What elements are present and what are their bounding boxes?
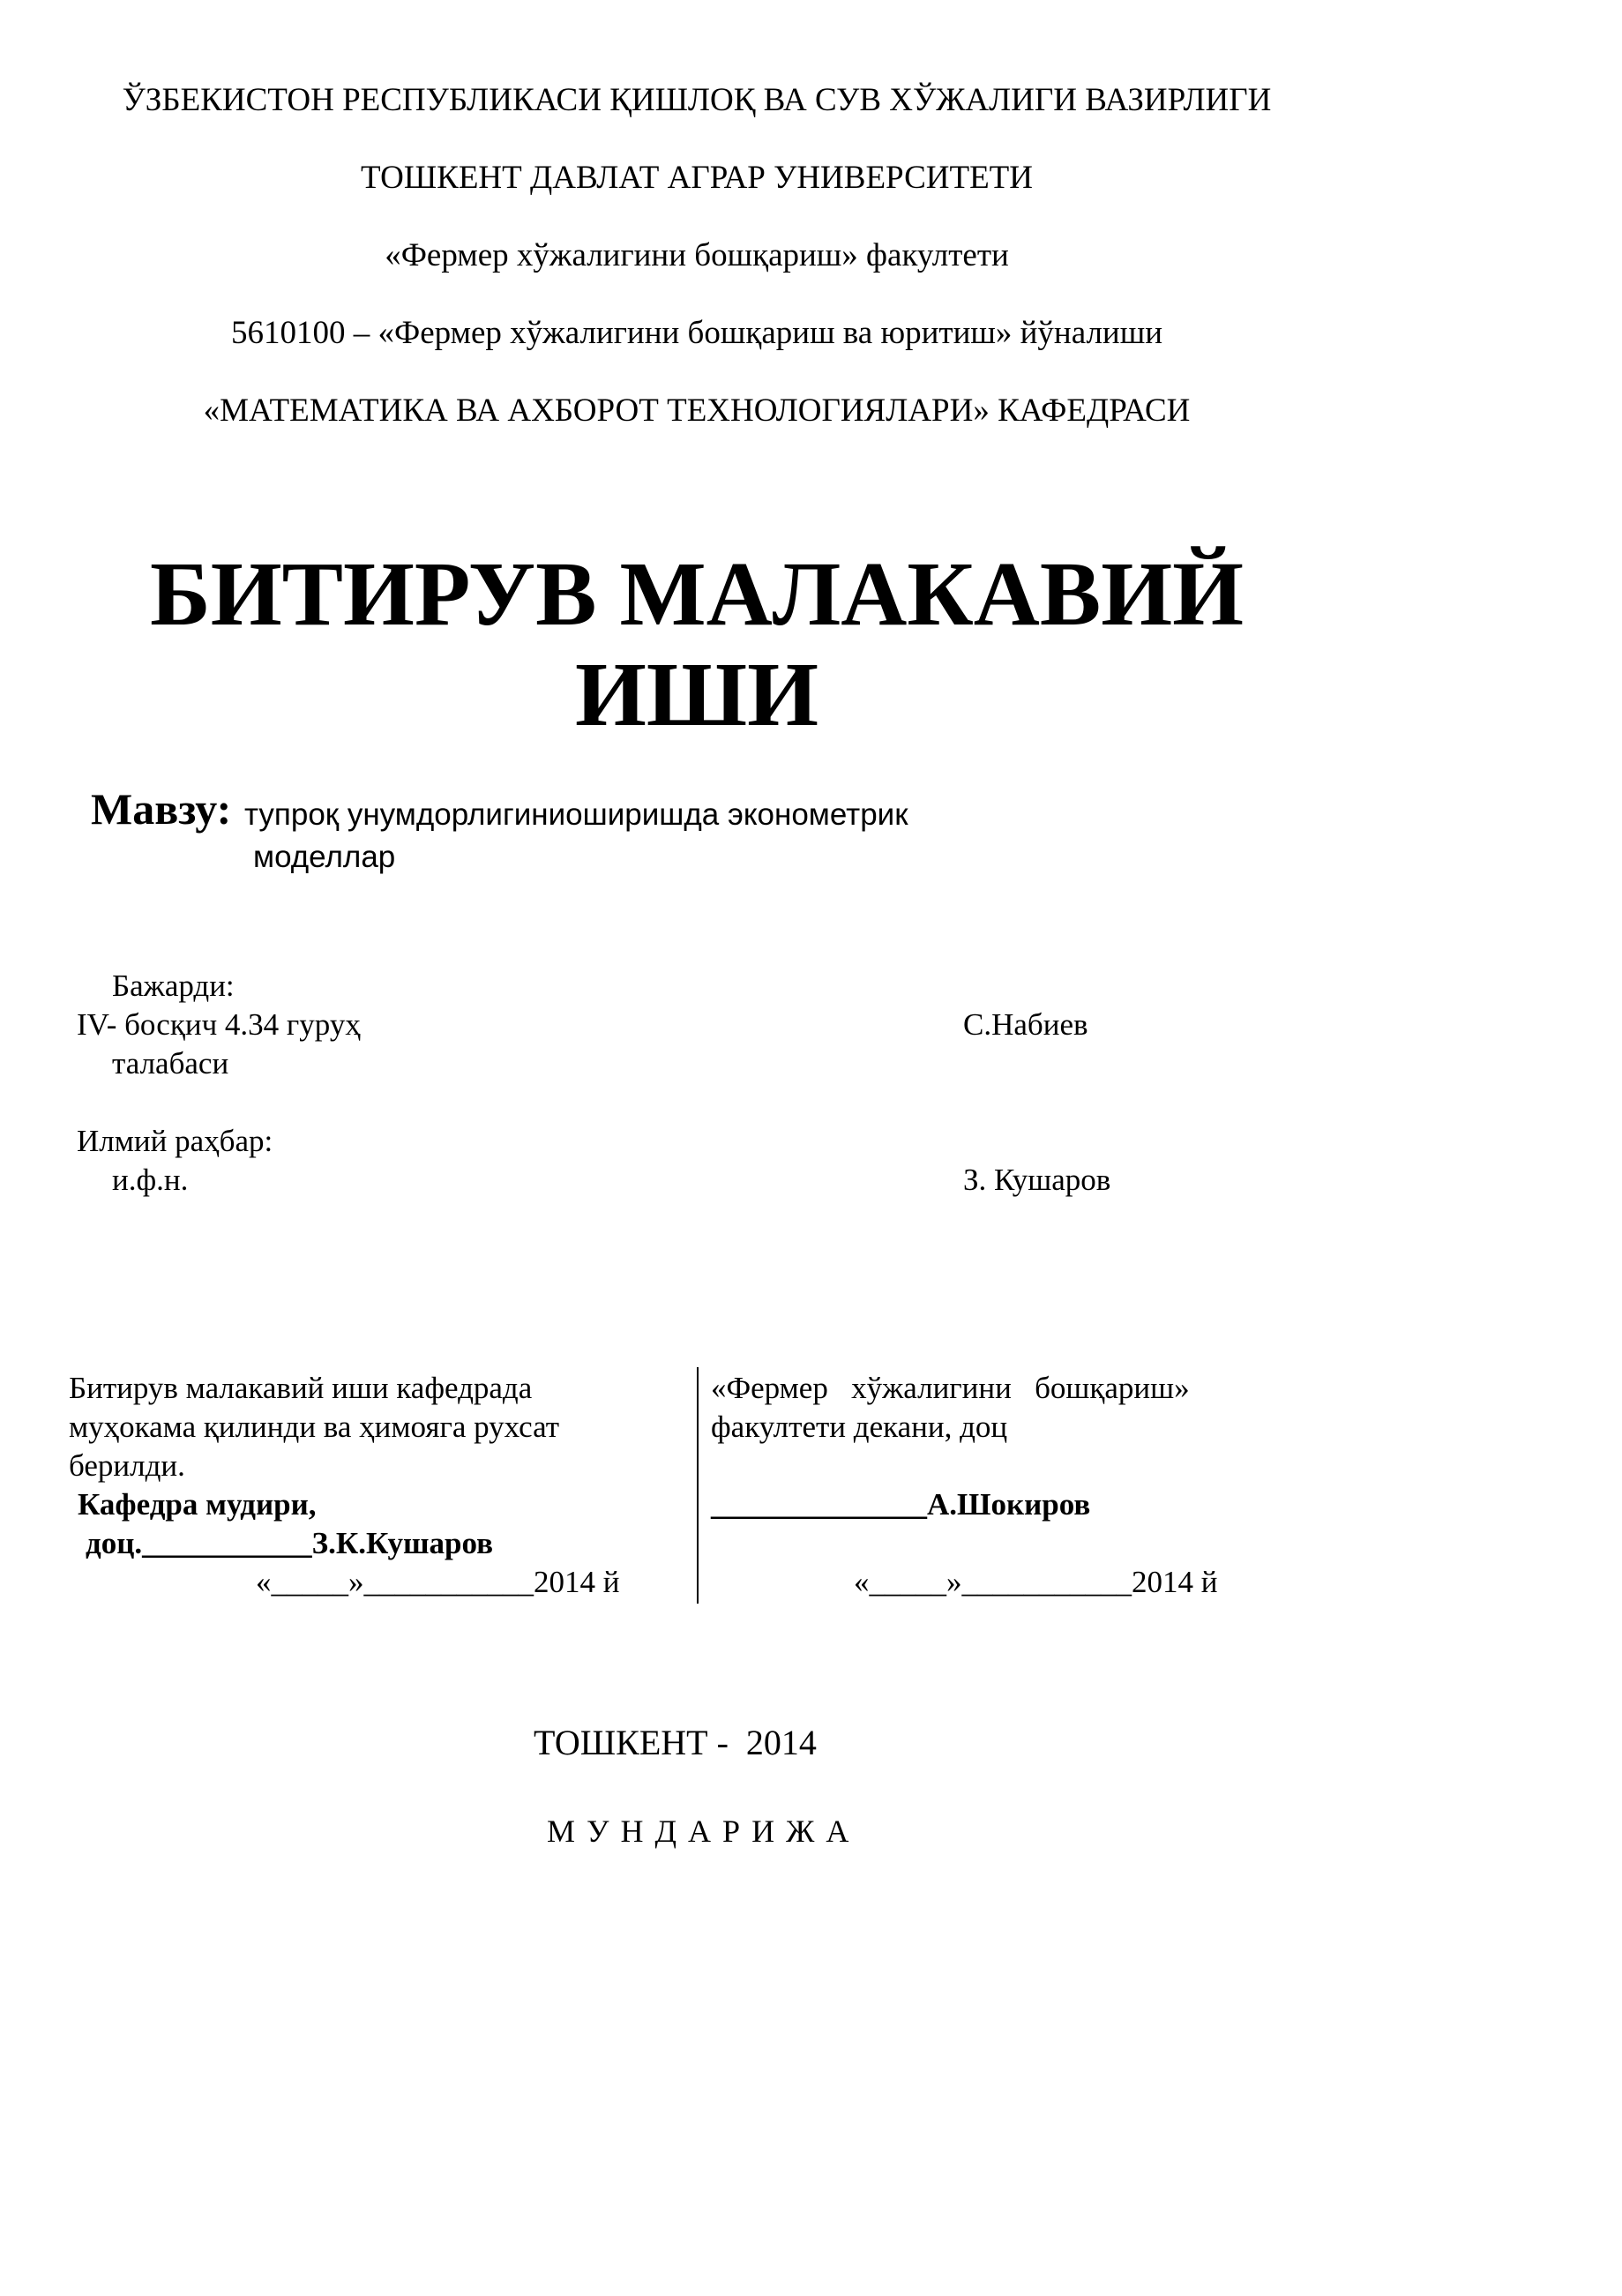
supervisor-name: З. Кушаров	[963, 1163, 1111, 1197]
approval-right-line1: «Фермер хўжалигини бошқариш»	[711, 1371, 1190, 1405]
performer-name: С.Набиев	[963, 1007, 1088, 1042]
approval-left-line3: берилди.	[69, 1448, 185, 1483]
university-heading: ТОШКЕНТ ДАВЛАТ АГРАР УНИВЕРСИТЕТИ	[360, 160, 1034, 196]
topic-text-line1: тупроқ унумдорлигиниоширишда эконометрик	[244, 797, 908, 832]
supervisor-label: Илмий раҳбар:	[77, 1124, 273, 1158]
topic-label: Мавзу:	[91, 784, 232, 834]
approval-left-line2: муҳокама қилинди ва ҳимояга рухсат	[69, 1410, 560, 1444]
approval-left-signer: З.К.Кушаров	[311, 1526, 494, 1560]
supervisor-degree: и.ф.н.	[112, 1163, 189, 1197]
approval-left-position: Кафедра мудири,	[78, 1487, 317, 1522]
approval-right-signature-line	[711, 1485, 1090, 1524]
ministry-heading: ЎЗБЕКИСТОН РЕСПУБЛИКАСИ ҚИШЛОҚ ВА СУВ ХЎЖАЛИГИ ВАЗИРЛИГИ	[122, 82, 1272, 118]
approval-right-signature-blank: ______________	[711, 1487, 927, 1522]
approval-right-signer: А.Шокиров	[927, 1487, 1091, 1522]
topic-text-line2: моделлар	[253, 840, 396, 874]
document-title-line2: ИШИ	[575, 644, 818, 745]
direction-heading: 5610100 – «Фермер хўжалигини бошқариш ва юритиш» йўналиши	[230, 315, 1163, 351]
contents-heading: МУНДАРИЖА	[547, 1814, 861, 1849]
performer-role: талабаси	[112, 1046, 229, 1081]
approval-left-signature-blank: ___________	[142, 1526, 312, 1560]
approval-left-line1: Битирув малакавий иши кафедрада	[69, 1371, 533, 1405]
approval-left-date: «_____»___________2014 й	[256, 1565, 620, 1599]
performer-label: Бажарди:	[112, 969, 235, 1003]
approval-right-line2: факултети декани, доц	[711, 1410, 1008, 1444]
document-title-line1: БИТИРУВ МАЛАКАВИЙ	[149, 543, 1245, 645]
performer-stage: IV- босқич 4.34 гуруҳ	[77, 1007, 361, 1042]
approval-divider	[697, 1367, 699, 1604]
city-year: ТОШКЕНТ - 2014	[534, 1723, 817, 1762]
faculty-heading: «Фермер хўжалигини бошқариш» факултети	[385, 237, 1009, 273]
department-heading: «МАТЕМАТИКА ВА АХБОРОТ ТЕХНОЛОГИЯЛАРИ» КАФЕДРАСИ	[203, 393, 1191, 429]
approval-right-date: «_____»___________2014 й	[854, 1565, 1218, 1599]
approval-left-title-prefix: доц.	[86, 1526, 143, 1560]
approval-left-signature-line	[86, 1524, 493, 1563]
